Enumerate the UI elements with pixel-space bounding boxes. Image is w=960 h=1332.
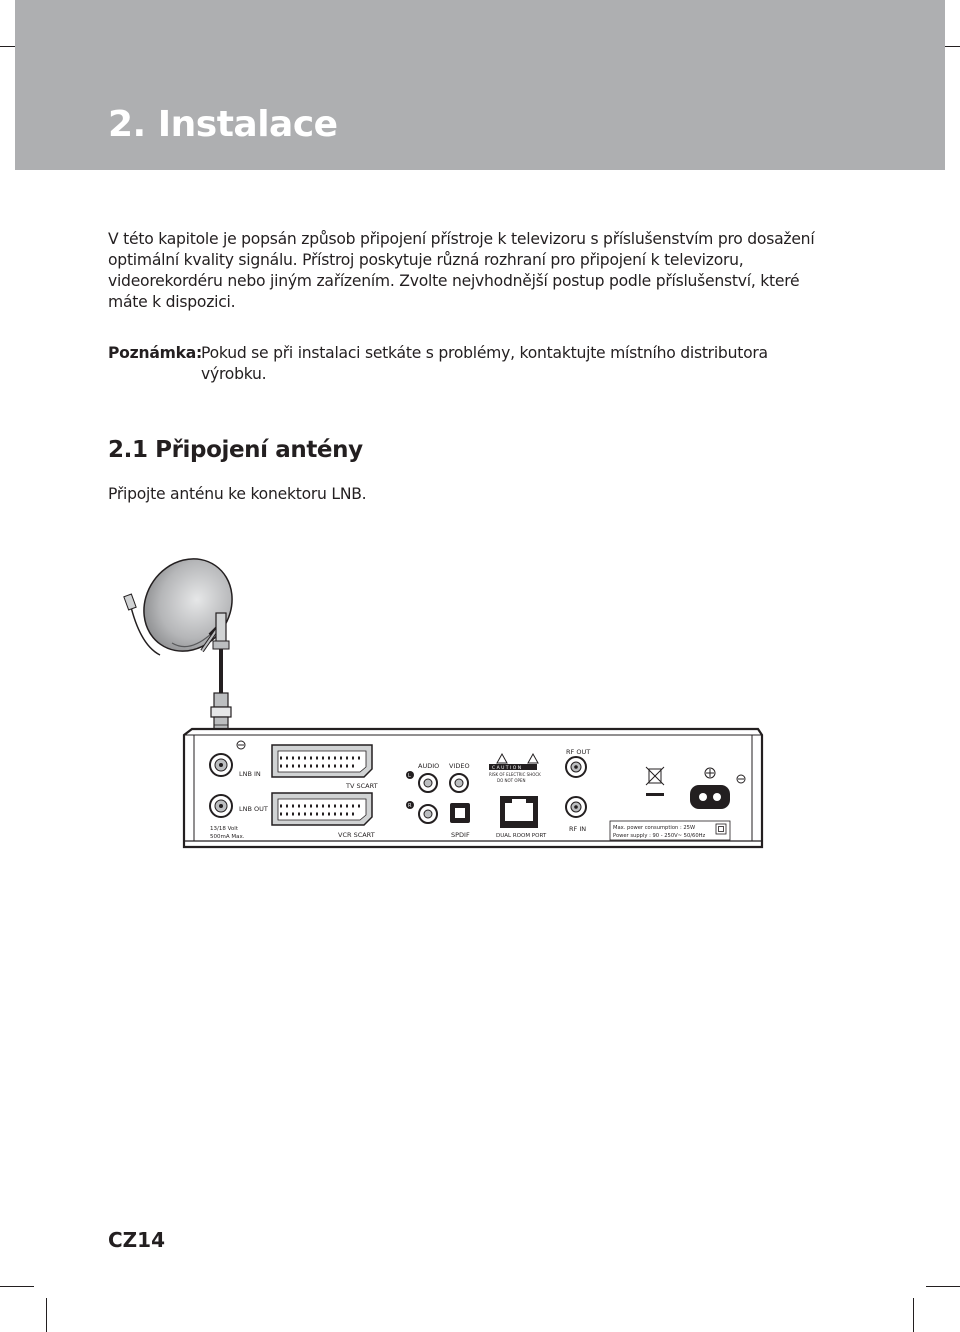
spdif-optical-port bbox=[450, 803, 470, 823]
screw-icon bbox=[737, 775, 745, 783]
audio-left-rca-jack bbox=[419, 774, 437, 792]
audio-right-rca-jack bbox=[419, 805, 437, 823]
section-title: 2.1 Připojení antény bbox=[108, 437, 363, 463]
rf-in-connector bbox=[566, 797, 586, 817]
rf-out-label: RF OUT bbox=[566, 748, 591, 756]
vcr-scart-label: VCR SCART bbox=[338, 831, 375, 839]
video-label: VIDEO bbox=[449, 762, 470, 770]
screw-icon bbox=[705, 768, 715, 778]
spdif-label: SPDIF bbox=[451, 831, 470, 839]
page-number: CZ14 bbox=[108, 1228, 166, 1252]
lnb-out-connector bbox=[210, 795, 232, 817]
lnb-in-label: LNB IN bbox=[239, 770, 261, 778]
note-label: Poznámka: bbox=[108, 344, 202, 362]
crop-mark bbox=[913, 1298, 914, 1332]
rf-out-connector bbox=[566, 757, 586, 777]
note-text: Pokud se při instalaci setkáte s problémy, kontaktujte místního distributora výrobku. bbox=[201, 344, 768, 383]
vcr-scart-connector bbox=[272, 793, 372, 825]
dual-room-port-label: DUAL ROOM PORT bbox=[496, 833, 547, 839]
voltage-label: 13/18 Volt bbox=[210, 826, 238, 832]
receiver-rear-panel-illustration bbox=[100, 555, 780, 855]
power-inlet-socket bbox=[690, 785, 730, 809]
tv-scart-connector bbox=[272, 745, 372, 777]
screw-icon bbox=[237, 741, 245, 749]
lnb-out-label: LNB OUT bbox=[239, 805, 268, 813]
audio-left-letter: L bbox=[408, 773, 411, 779]
caution-label: C A U T I O N bbox=[492, 766, 522, 771]
current-label: 500mA Max. bbox=[210, 834, 245, 840]
tv-scart-label: TV SCART bbox=[346, 782, 378, 790]
rf-in-label: RF IN bbox=[569, 825, 587, 833]
caution-line2: DO NOT OPEN bbox=[497, 778, 526, 783]
crop-mark bbox=[926, 1286, 960, 1287]
audio-label: AUDIO bbox=[418, 762, 440, 770]
dual-room-ethernet-port bbox=[500, 796, 538, 828]
lnb-in-connector bbox=[210, 754, 232, 776]
audio-right-letter: R bbox=[408, 803, 412, 809]
section-text: Připojte anténu ke konektoru LNB. bbox=[108, 485, 367, 503]
power-supply-label: Power supply : 90 - 250V~ 50/60Hz bbox=[613, 833, 706, 839]
caution-line1: RISK OF ELECTRIC SHOCK bbox=[489, 772, 541, 777]
antenna-connection-figure bbox=[100, 555, 780, 859]
power-consumption-label: Max. power consumption : 25W bbox=[613, 825, 696, 831]
chapter-title: 2. Instalace bbox=[108, 104, 338, 145]
intro-paragraph: V této kapitole je popsán způsob připojení přístroje k televizoru s příslušenstvím pro dosažení optimální kvality signálu. Přístroj poskytuje různá rozhraní pro připojení k televizoru, videorekordéru nebo jiným zařízením. Zvolte nejvhodnější postup podle příslušenství, které máte k dispozici. bbox=[108, 230, 815, 311]
crop-mark bbox=[0, 1286, 34, 1287]
video-rca-jack bbox=[450, 774, 468, 792]
crop-mark bbox=[46, 1298, 47, 1332]
satellite-dish-icon bbox=[124, 555, 250, 668]
